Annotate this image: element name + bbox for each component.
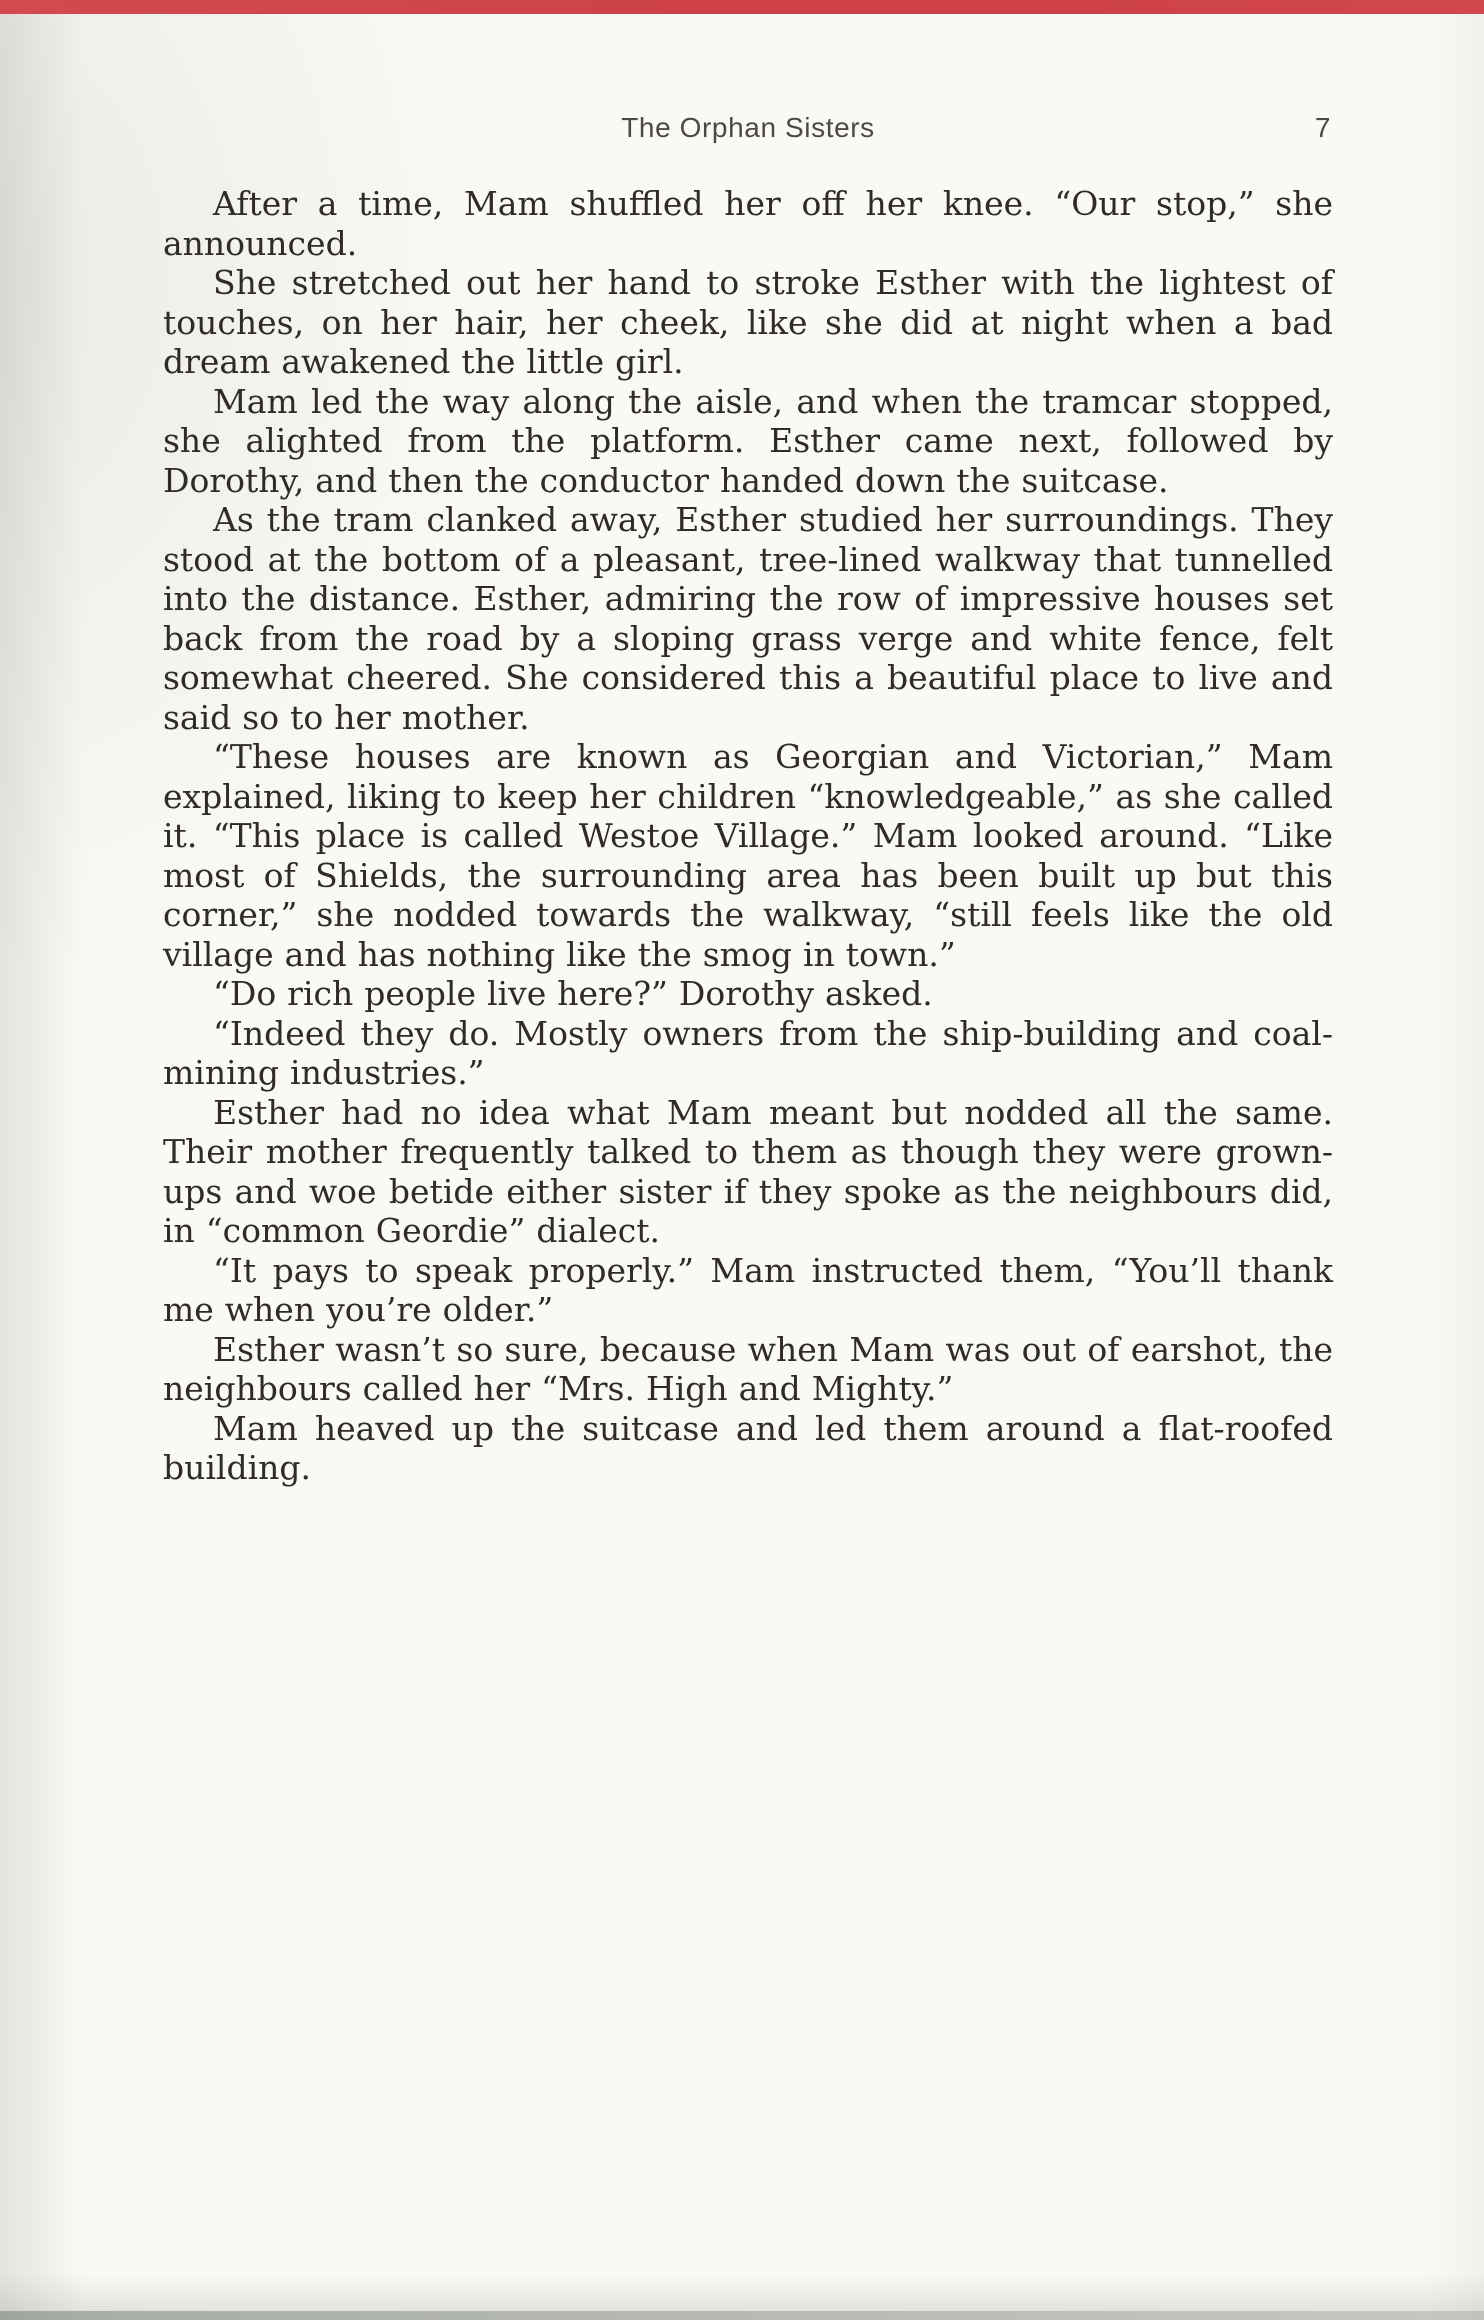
paragraph: As the tram clanked away, Esther studied her surroundings. They stood at the bottom of a pleasant, tree-lined walkway that tunnelled into the distance. Esther, admiring the row of impressive houses set back from the road by a sloping grass verge and white fence, felt somewhat cheered. She considered this a beautiful place to live and said so to her mother. xyxy=(163,500,1333,737)
paragraph: Esther had no idea what Mam meant but nodded all the same. Their mother frequently talked to them as though they were grown-ups and woe betide either sister if they spoke as the neighbours did, in “common Geordie” dialect. xyxy=(163,1092,1333,1250)
scan-top-edge xyxy=(0,0,1484,14)
page-text-block xyxy=(163,184,1333,1488)
paragraph: Esther wasn’t so sure, because when Mam was out of earshot, the neighbours called her “Mrs. High and Mighty.” xyxy=(163,1329,1333,1408)
paragraph: After a time, Mam shuffled her off her knee. “Our stop,” she announced. xyxy=(163,184,1333,263)
paragraph: Mam heaved up the suitcase and led them around a flat-roofed building. xyxy=(163,1408,1333,1487)
running-header xyxy=(163,112,1333,154)
paragraph: “These houses are known as Georgian and Victorian,” Mam explained, liking to keep her children “knowledgeable,” as she called it. “This place is called Westoe Village.” Mam looked around. “Like most of Shields, the surrounding area has been built up but this corner,” she nodded towards the walkway, “still feels like the old village and has nothing like the smog in town.” xyxy=(163,737,1333,974)
paragraph: “Indeed they do. Mostly owners from the ship-building and coal-mining industries.” xyxy=(163,1013,1333,1092)
running-header-title: The Orphan Sisters xyxy=(621,112,875,143)
paragraph: Mam led the way along the aisle, and when the tramcar stopped, she alighted from the platform. Esther came next, followed by Dorothy, and then the conductor handed down the suitcase. xyxy=(163,381,1333,500)
paragraph: She stretched out her hand to stroke Esther with the lightest of touches, on her hair, her cheek, like she did at night when a bad dream awakened the little girl. xyxy=(163,263,1333,381)
page-number: 7 xyxy=(1314,112,1331,143)
paragraph: “Do rich people live here?” Dorothy asked. xyxy=(213,974,933,1013)
paragraph: “It pays to speak properly.” Mam instructed them, “You’ll thank me when you’re older.” xyxy=(163,1250,1333,1329)
scan-bottom-edge xyxy=(0,2311,1484,2320)
